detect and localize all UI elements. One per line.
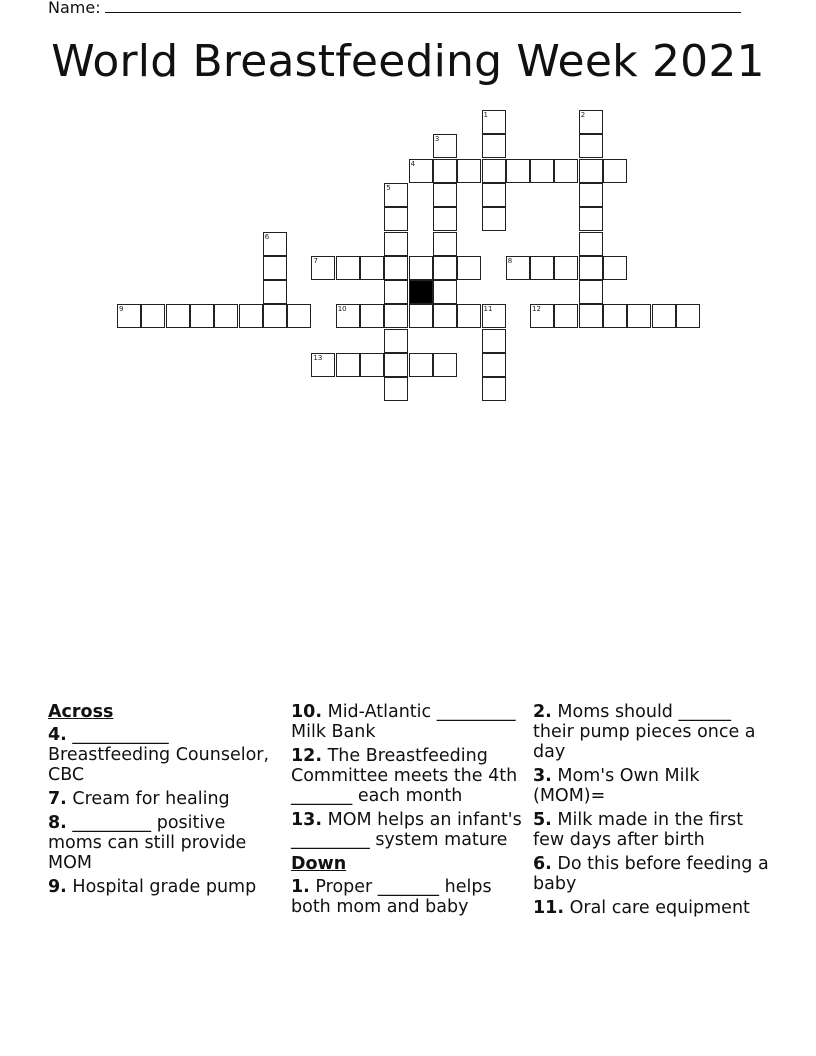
clue-number-label: 6. [533, 854, 552, 874]
grid-cell[interactable] [263, 280, 287, 304]
grid-cell[interactable] [263, 232, 287, 256]
grid-cell[interactable] [433, 304, 457, 328]
clue-number: 8 [507, 256, 513, 265]
clue-number: 7 [313, 256, 318, 265]
page-title: World Breastfeeding Week 2021 [51, 36, 765, 87]
grid-cell[interactable] [530, 304, 554, 328]
clue-item [48, 789, 284, 809]
grid-cell[interactable] [336, 353, 360, 377]
grid-cell[interactable] [554, 304, 578, 328]
grid-cell[interactable] [603, 159, 627, 183]
grid-cell[interactable] [482, 110, 506, 134]
grid-cell[interactable] [360, 256, 384, 280]
clue-text: Moms should ______ their pump pieces once a day [533, 702, 756, 762]
grid-cell[interactable] [433, 256, 457, 280]
clue-number: 12 [532, 305, 542, 314]
grid-cell[interactable] [482, 353, 506, 377]
grid-cell[interactable] [603, 304, 627, 328]
grid-cell[interactable] [384, 280, 408, 304]
grid-cell[interactable] [190, 304, 214, 328]
clue-item [533, 702, 769, 762]
grid-cell[interactable] [579, 232, 603, 256]
grid-cell[interactable] [360, 353, 384, 377]
clue-number: 9 [119, 305, 124, 314]
clue-number-label: 8. [48, 813, 67, 833]
grid-cell[interactable] [482, 159, 506, 183]
grid-cell[interactable] [117, 304, 141, 328]
grid-cell[interactable] [409, 159, 433, 183]
grid-cell[interactable] [336, 256, 360, 280]
grid-cell[interactable] [336, 304, 360, 328]
clue-item [291, 702, 527, 742]
clue-text: MOM helps an infant's _________ system mature [291, 810, 522, 850]
clue-number-label: 4. [48, 725, 67, 745]
grid-cell[interactable] [482, 304, 506, 328]
across-clue-list-continued [291, 702, 527, 850]
grid-cell[interactable] [457, 304, 481, 328]
grid-cell[interactable] [141, 304, 165, 328]
clue-number-label: 5. [533, 810, 552, 830]
grid-cell[interactable] [482, 377, 506, 401]
grid-cell[interactable] [384, 256, 408, 280]
grid-cell[interactable] [214, 304, 238, 328]
clue-item [48, 877, 284, 897]
clue-item [291, 810, 527, 850]
clue-text: ___________ Breastfeeding Counselor, CBC [48, 725, 270, 785]
grid-cell[interactable] [579, 304, 603, 328]
grid-cell[interactable] [384, 304, 408, 328]
down-heading: Down [291, 854, 347, 874]
clue-number-label: 3. [533, 766, 552, 786]
grid-cell[interactable] [384, 329, 408, 353]
clue-number: 4 [410, 159, 416, 168]
grid-cell[interactable] [166, 304, 190, 328]
grid-cell[interactable] [433, 134, 457, 158]
grid-cell[interactable] [530, 256, 554, 280]
clue-column-3 [533, 702, 769, 922]
clue-item [48, 813, 284, 873]
grid-cell[interactable] [579, 183, 603, 207]
grid-cell[interactable] [311, 353, 335, 377]
clue-number: 11 [483, 305, 493, 314]
grid-cell[interactable] [603, 256, 627, 280]
clue-text: Mid-Atlantic _________ Milk Bank [291, 702, 516, 742]
grid-cell[interactable] [506, 159, 530, 183]
grid-cell[interactable] [579, 110, 603, 134]
name-label: Name: [48, 0, 101, 17]
clue-item [291, 877, 527, 917]
grid-cell[interactable] [579, 280, 603, 304]
clue-text: _________ positive moms can still provide MOM [48, 813, 247, 873]
grid-cell[interactable] [579, 256, 603, 280]
grid-cell[interactable] [409, 304, 433, 328]
grid-cell[interactable] [554, 159, 578, 183]
clue-text: Cream for healing [72, 789, 230, 809]
grid-cell[interactable] [457, 159, 481, 183]
clue-item [533, 898, 769, 918]
grid-cell[interactable] [482, 183, 506, 207]
grid-cell[interactable] [482, 207, 506, 231]
grid-cell[interactable] [482, 329, 506, 353]
crossword-grid [0, 0, 816, 420]
grid-cell[interactable] [579, 134, 603, 158]
grid-cell[interactable] [433, 159, 457, 183]
grid-cell[interactable] [263, 256, 287, 280]
grid-cell[interactable] [360, 304, 384, 328]
clue-number: 13 [313, 354, 323, 362]
grid-cell[interactable] [433, 183, 457, 207]
grid-cell[interactable] [409, 256, 433, 280]
grid-cell[interactable] [433, 280, 457, 304]
clue-item [533, 854, 769, 894]
grid-cell[interactable] [627, 304, 651, 328]
grid-cell[interactable] [384, 377, 408, 401]
clue-number-label: 1. [291, 877, 310, 897]
down-clue-list [291, 877, 527, 917]
clue-number: 10 [337, 305, 347, 314]
grid-cell[interactable] [579, 207, 603, 231]
grid-cell[interactable] [457, 256, 481, 280]
clue-column-1 [48, 702, 284, 901]
grid-cell[interactable] [652, 304, 676, 328]
grid-cell[interactable] [287, 304, 311, 328]
across-heading: Across [48, 702, 114, 722]
across-clue-list [48, 725, 284, 897]
clue-number-label: 7. [48, 789, 67, 809]
grid-cell[interactable] [482, 134, 506, 158]
grid-cell[interactable] [409, 353, 433, 377]
grid-cell[interactable] [554, 256, 578, 280]
clue-number-label: 12. [291, 746, 323, 766]
grid-cell[interactable] [239, 304, 263, 328]
clue-number-label: 2. [533, 702, 552, 722]
grid-cell[interactable] [530, 159, 554, 183]
grid-cell[interactable] [433, 232, 457, 256]
clue-number-label: 9. [48, 877, 67, 897]
clue-item [291, 746, 527, 806]
clue-number-label: 13. [291, 810, 323, 830]
clue-number-label: 10. [291, 702, 323, 722]
clue-text: Oral care equipment [569, 898, 750, 918]
clue-item [533, 766, 769, 806]
clue-item [48, 725, 284, 785]
clue-column-2 [291, 702, 527, 921]
grid-cell[interactable] [384, 183, 408, 207]
grid-cell[interactable] [263, 304, 287, 328]
grid-block-cell [409, 280, 433, 304]
clue-text: The Breastfeeding Committee meets the 4th _______ each month [291, 746, 518, 806]
clue-number: 2 [580, 111, 586, 119]
clue-number: 6 [264, 232, 270, 241]
grid-cell[interactable] [676, 304, 700, 328]
grid-cell[interactable] [433, 207, 457, 231]
grid-cell[interactable] [384, 353, 408, 377]
clue-number: 5 [386, 183, 391, 192]
clue-text: Proper _______ helps both mom and baby [291, 877, 492, 917]
clue-text: Hospital grade pump [72, 877, 257, 897]
clue-item [533, 810, 769, 850]
clue-text: Do this before feeding a baby [533, 854, 769, 894]
clue-number: 3 [434, 135, 440, 144]
down-clue-list-continued [533, 702, 769, 918]
grid-cell[interactable] [506, 256, 530, 280]
grid-cell[interactable] [433, 353, 457, 377]
grid-cell[interactable] [384, 232, 408, 256]
grid-cell[interactable] [579, 159, 603, 183]
clue-number-label: 11. [533, 898, 565, 918]
clue-number: 1 [483, 111, 488, 119]
grid-cell[interactable] [384, 207, 408, 231]
clue-text: Mom's Own Milk (MOM)= [533, 766, 700, 806]
clue-text: Milk made in the first few days after birth [533, 810, 744, 850]
grid-cell[interactable] [311, 256, 335, 280]
